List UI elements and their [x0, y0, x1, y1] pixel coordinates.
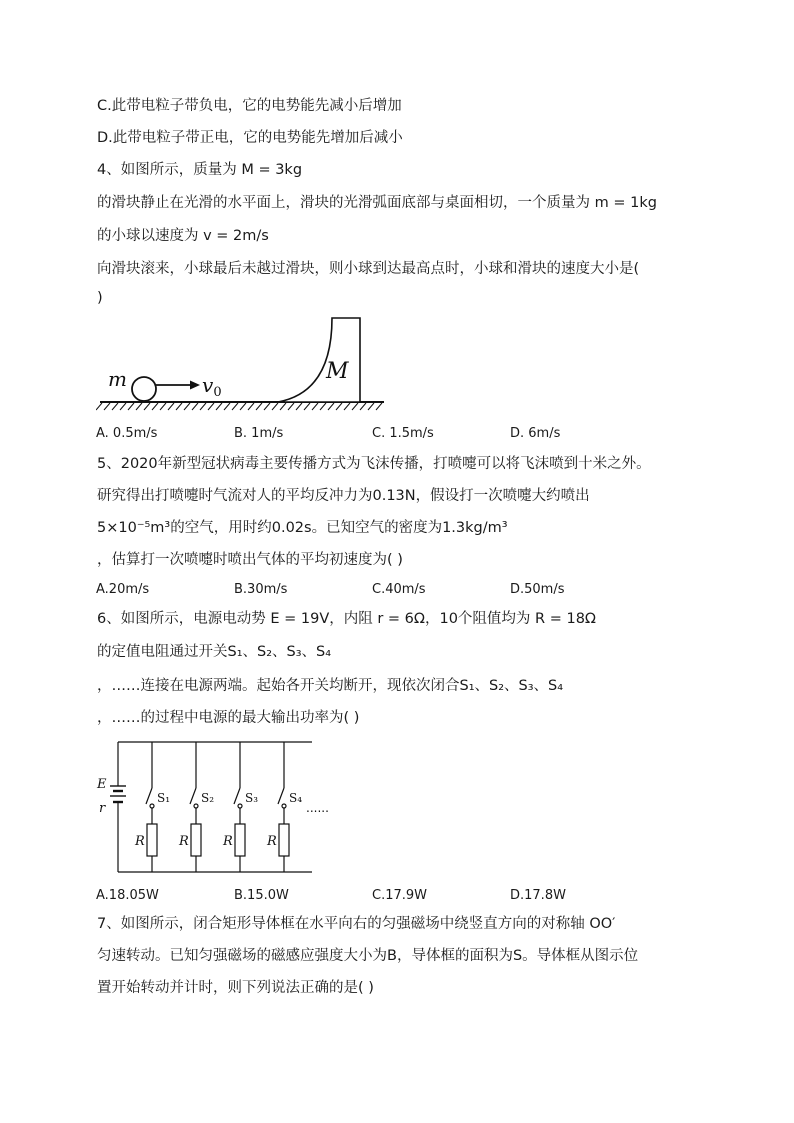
q4-slider-figure: [96, 312, 388, 412]
internal-resistance-label: r: [99, 801, 106, 816]
q7-stem-line-3: 置开始转动并计时，则下列说法正确的是( ): [97, 980, 374, 996]
resistor-label-3: R: [223, 834, 233, 849]
q4-option-b: B. 1m/s: [234, 426, 284, 441]
emf-label: E: [97, 777, 107, 792]
q5-stem-line-4: ，估算打一次喷嚏时喷出气体的平均初速度为( ): [97, 552, 403, 568]
q7-stem-line-2: 匀速转动。已知匀强磁场的磁感应强度大小为B，导体框的面积为S。导体框从图示位: [97, 948, 639, 964]
q4-stem-line-2: 的滑块静止在光滑的水平面上，滑块的光滑弧面底部与桌面相切，一个质量为 m = 1kg: [97, 195, 657, 211]
q4-option-c: C. 1.5m/s: [372, 426, 434, 441]
q6-circuit-figure: [94, 736, 344, 878]
q3-option-c: C.此带电粒子带负电，它的电势能先减小后增加: [97, 98, 402, 114]
q6-option-c: C.17.9W: [372, 888, 428, 903]
switch-label-1: S₁: [157, 791, 171, 805]
q5-stem-line-3: 5×10⁻⁵m³的空气，用时约0.02s。已知空气的密度为1.3kg/m³: [97, 520, 508, 536]
ball-shape: [132, 377, 156, 401]
q6-stem-line-2: 的定值电阻通过开关S₁、S₂、S₃、S₄: [97, 644, 332, 660]
switch-label-3: S₃: [245, 791, 259, 805]
resistor-label-2: R: [179, 834, 189, 849]
q6-stem-line-4: ，……的过程中电源的最大输出功率为( ): [97, 710, 360, 726]
q5-option-c: C.40m/s: [372, 582, 426, 597]
switch-label-4: S₄: [289, 791, 303, 805]
block-mass-label: M: [326, 359, 349, 384]
q6-option-b: B.15.0W: [234, 888, 289, 903]
q4-stem-line-4: 向滑块滚来，小球最后未越过滑块，则小球到达最高点时，小球和滑块的速度大小是(: [97, 261, 640, 277]
q5-option-b: B.30m/s: [234, 582, 288, 597]
q5-stem-line-1: 5、2020年新型冠状病毒主要传播方式为飞沫传播，打喷嚏可以将飞沫喷到十米之外。: [97, 456, 651, 472]
q3-option-d: D.此带电粒子带正电，它的电势能先增加后减小: [97, 130, 403, 146]
velocity-label: $v_0$: [202, 373, 222, 400]
q4-option-a: A. 0.5m/s: [96, 426, 158, 441]
q5-stem-line-2: 研究得出打喷嚏时气流对人的平均反冲力为0.13N，假设打一次喷嚏大约喷出: [97, 488, 590, 504]
q4-stem-line-3: 的小球以速度为 v = 2m/s: [97, 228, 269, 244]
resistor-label-1: R: [135, 834, 145, 849]
q4-option-d: D. 6m/s: [510, 426, 561, 441]
q7-stem-line-1: 7、如图所示，闭合矩形导体框在水平向右的匀强磁场中绕竖直方向的对称轴 OO′: [97, 916, 616, 932]
ball-mass-label: m: [108, 367, 127, 391]
q4-stem-line-1: 4、如图所示，质量为 M = 3kg: [97, 162, 303, 178]
q6-option-d: D.17.8W: [510, 888, 566, 903]
q4-stem-line-5: ): [97, 290, 103, 306]
q6-option-a: A.18.05W: [96, 888, 159, 903]
q5-option-d: D.50m/s: [510, 582, 565, 597]
switch-label-2: S₂: [201, 791, 215, 805]
resistor-label-4: R: [267, 834, 277, 849]
q6-stem-line-3: ，……连接在电源两端。起始各开关均断开，现依次闭合S₁、S₂、S₃、S₄: [97, 678, 564, 694]
q6-stem-line-1: 6、如图所示，电源电动势 E = 19V，内阻 r = 6Ω，10个阻值均为 R = 18Ω: [97, 611, 597, 627]
continuation-ellipsis: ......: [306, 801, 329, 815]
q5-option-a: A.20m/s: [96, 582, 150, 597]
